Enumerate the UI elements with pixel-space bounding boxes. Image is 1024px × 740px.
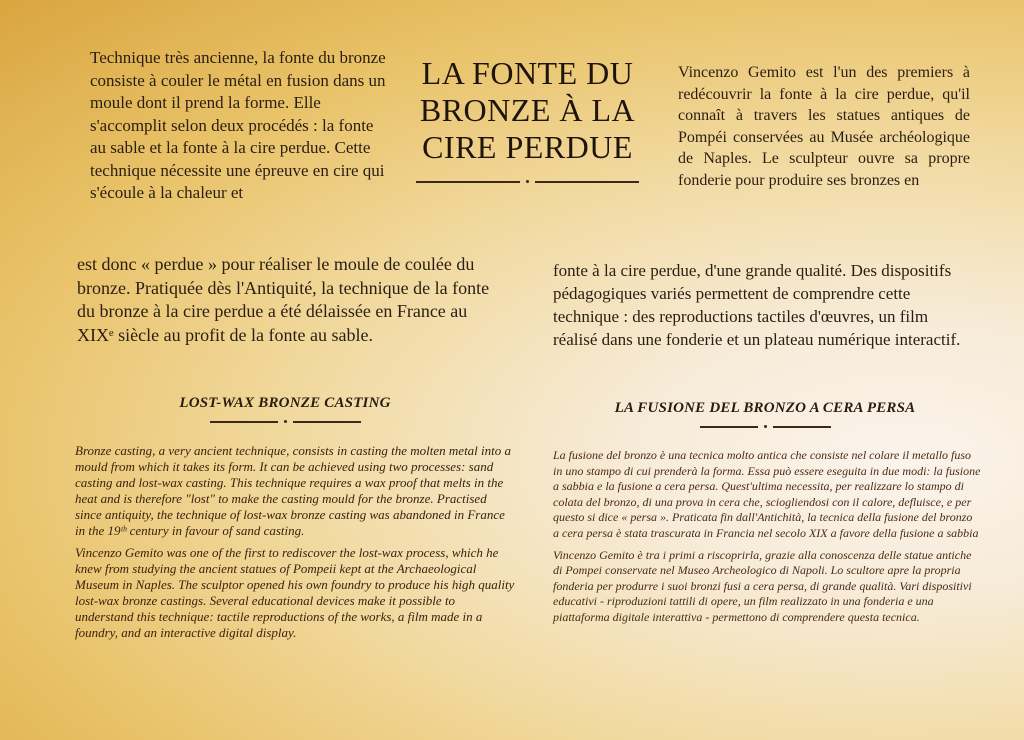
italian-heading-divider <box>560 425 970 428</box>
french-text-left-continued: est donc « perdue » pour réaliser le moule de coulée du bronze. Pratiquée dès l'Antiquité, la technique de la fonte du bronze à la cire perdue a été délaissée en France au XIXᵉ siècle au profit de la fonte au sable. <box>77 254 490 345</box>
title-divider <box>405 180 650 183</box>
english-heading-block <box>140 395 430 423</box>
italian-heading: LA FUSIONE DEL BRONZO A CERA PERSA <box>614 400 916 416</box>
english-heading-divider <box>140 420 430 423</box>
title-block <box>405 55 650 183</box>
french-text-right-continued: fonte à la cire perdue, d'une grande qualité. Des dispositifs pédagogiques variés permettent de comprendre cette technique : des reproductions tactiles d'œuvres, un film réalisé dans une fonderie et un plateau numérique interactif. <box>553 261 961 349</box>
italian-paragraph-2: Vincenzo Gemito è tra i primi a riscoprirla, grazie alla conoscenza delle statue antiche di Pompei conservate nel Museo Archeologico di Napoli. Lo scultore apre la propria fonderia per produrre i suoi bronzi fusi a cera persa, di grande qualità. Vari dispositivi educativi - riproduzioni tattili di opere, un film realizzato in una fonderia e una piattaforma digitale interattiva - permettono di comprendere questa tecnica. <box>553 547 972 624</box>
italian-heading-block <box>560 400 970 428</box>
english-heading: LOST-WAX BRONZE CASTING <box>179 395 391 411</box>
italian-paragraph-1: La fusione del bronzo è una tecnica molto antica che consiste nel colare il metallo fuso in uno stampo di cui prenderà la forma. Essa può essere eseguita in due modi: la fusione a sabbia e la fusione a cera persa. Quest'ultima necessita, per realizzare lo stampo di colata del bronzo, di una prova in cera che, sciogliendosi con il calore, defluisce, e per questo si dice « persa ». Praticata fin dall'Antichità, la tecnica della fusione del bronzo a cera persa è stata trascurata in Francia nel secolo XIX a favore della fusione a sabbia <box>553 448 981 540</box>
english-paragraph-1: Bronze casting, a very ancient technique, consists in casting the molten metal into a mould from which it takes its form. It can be achieved using two processes: sand casting and lost-wax casting. This technique requires a wax proof that melts in the heat and is therefore "lost" to make the casting mould for the bronze. Practised since antiquity, the technique of lost-wax bronze casting was abandoned in France in the 19ᵗʰ century in favour of sand casting. <box>75 443 512 538</box>
english-paragraph-2: Vincenzo Gemito was one of the first to rediscover the lost-wax process, which he knew from studying the ancient statues of Pompeii kept at the Archaeological Museum in Naples. The sculptor opened his own foundry to produce his high quality lost-wax bronze castings. Several educational devices make it possible to understand this technique: tactile reproductions of the works, a film made in a foundry, and an interactive digital display. <box>75 545 515 640</box>
french-text-left: Technique très ancienne, la fonte du bronze consiste à couler le métal en fusion dans un moule dont il prend la forme. Elle s'accomplit selon deux procédés : la fonte au sable et la fonte à la cire perdue. Cette technique nécessite une épreuve en cire qui s'écoule à la chaleur et <box>90 48 386 202</box>
french-text-right: Vincenzo Gemito est l'un des premiers à redécouvrir la fonte à la cire perdue, qu'il connaît à travers les statues antiques de Pompéi conservées au Musée archéologique de Naples. Le sculpteur ouvre sa propre fonderie pour produire ses bronzes en <box>678 64 970 189</box>
panel-title: LA FONTE DU BRONZE À LA CIRE PERDUE <box>419 55 636 165</box>
italian-text <box>553 448 981 632</box>
english-text <box>75 443 515 647</box>
